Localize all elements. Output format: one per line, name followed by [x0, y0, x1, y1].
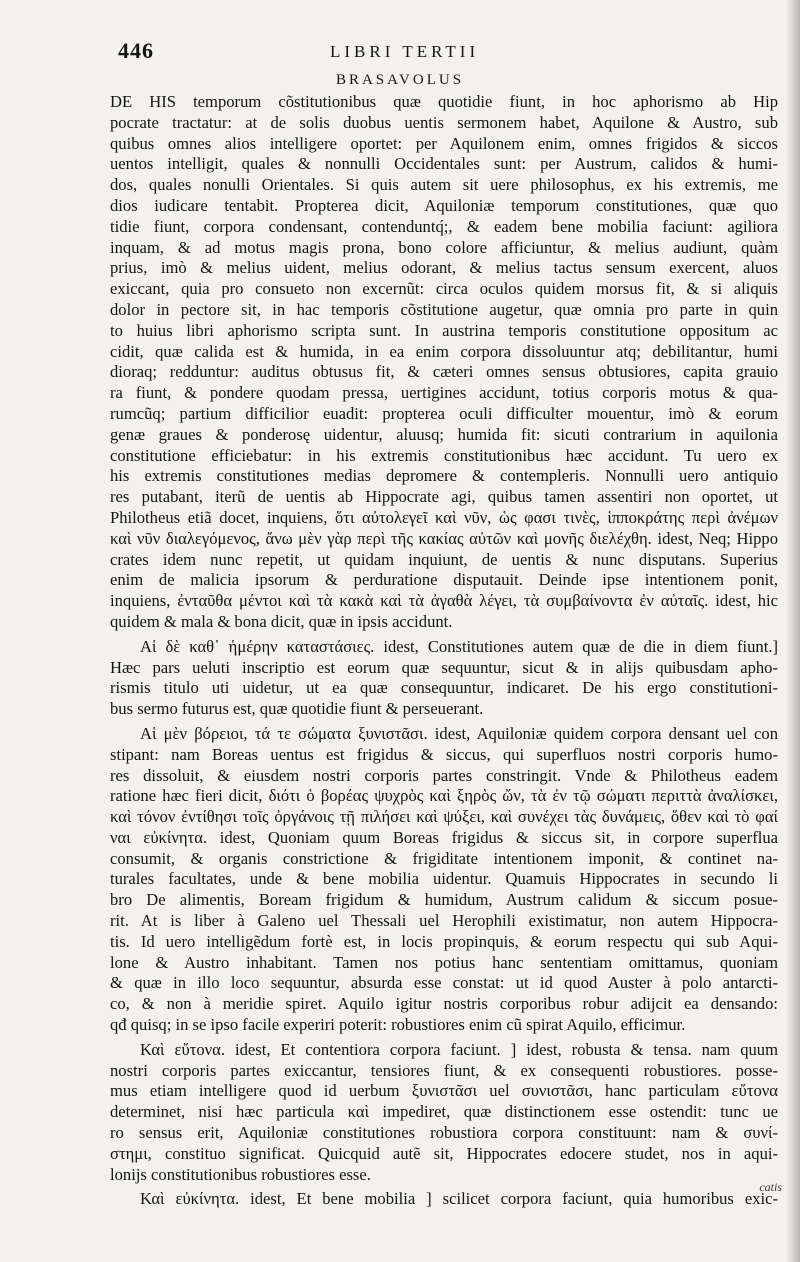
text-line: DE HIS temporum cõstitutionibus quæ quotidie fiunt, in hoc aphorismo ab Hip — [110, 92, 778, 111]
text-line: dios iudicare tentabit. Propterea dicit, Aquiloniæ temporum constitutiones, quæ quo — [110, 195, 778, 215]
text-line: ratione hæc fieri dicit, διότι ὁ βορέας ψυχρὸς καὶ ξηρὸς ὤν, τὰ ἐν τῷ σώματι περιττὰ ἀναλίσκει, — [110, 786, 778, 806]
text-line: mus etiam intelligere quod id uerbum ξυνιστᾶσι uel συνιστᾶσι, hanc particulam εὔτονα — [110, 1081, 778, 1101]
text-line: rismis titulo uti uidetur, ut ea quæ consequuntur, indicaret. De his ergo constitutioni- — [110, 678, 778, 698]
text-line: καὶ τόνον ἐντίθησι τοῖς ὀργάνοις τῇ πιλήσει καὶ ψύξει, καὶ συνέχει τὰς δυνάμεις, ὅθεν καὶ τὸ φαί — [110, 807, 778, 827]
running-title: LIBRI TERTII — [330, 42, 480, 61]
text-line: quidem & mala & bona dicit, quæ in ipsis accidunt. — [110, 611, 453, 631]
text-line: stipant: nam Boreas uentus est frigidus & siccus, qui superfluos nostri corporis humo- — [110, 744, 778, 764]
text-line: Hæc pars ueluti inscriptio est eorum quæ sequuntur, sicut & in alijs quibusdam apho- — [110, 657, 778, 677]
text-line: καὶ νῦν διαλεγόμενος, ἄνω μὲν γὰρ περὶ τῆς κακίας αὐτῶν καὶ μονῆς διελέχθη. idest, Neq; Hippo — [110, 528, 778, 548]
text-line: exiccant, quia pro consueto non excernũt: circa oculos quidem morsus fit, & si aliquis — [110, 279, 778, 299]
text-line: crates idem nunc repetit, ut quidam inquiunt, de uentis & nunc disputans. Superius — [110, 549, 778, 569]
text-line: tidie fiunt, corpora condensant, contenduntq́;, & eadem bene mobilia faciunt: agiliora — [110, 216, 778, 236]
page-number: 446 — [118, 38, 154, 63]
text-line: prius, imò & melius uident, melius odorant, & melius tactus sensum exercent, aluos — [110, 258, 778, 278]
text-line: inquiens, ἐνταῦθα μέντοι καὶ τὰ κακὰ καὶ τὰ ἀγαθὰ λέγει, τὰ συμβαίνοντα ἐν αὐταῖς. idest, hic — [110, 591, 778, 611]
text-line: his extremis constitutiones medias depromere & contempleris. Nonnulli uero antiquio — [110, 466, 778, 486]
text-line: ναι εὐκίνητα. idest, Quoniam quum Boreas frigidus & siccus sit, in corpore superflua — [110, 827, 778, 847]
text-line: ro sensus erit, Aquiloniæ constitutiones robustiora corpora constituunt: nam & συνί- — [110, 1123, 778, 1143]
text-line: rumcũq; partium difficilior euadit: propterea oculi difficulter mouentur, imò & eorum — [110, 403, 778, 423]
author-line: BRASAVOLUS — [335, 72, 465, 88]
running-head — [0, 38, 800, 68]
text-line: uentos intelligit, quales & nonnulli Occidentales sunt: per Austrum, calidos & humi- — [110, 154, 778, 174]
text-line: Καὶ εὐκίνητα. idest, Et bene mobilia ] scilicet corpora faciunt, quia humoribus exic- — [140, 1189, 778, 1209]
text-line: inquam, & ad motus magis prona, bono colore afficiuntur, & melius audiunt, quàm — [110, 237, 778, 257]
text-line: res dissoluit, & eiusdem nostri corporis partes constringit. Vnde & Philotheus eadem — [110, 765, 778, 785]
text-line: nostri corporis partes exiccantur, tensiores fiunt, & ex consequenti robustiores. posse- — [110, 1060, 778, 1080]
text-line: determinet, nisi hæc particula καὶ impediret, quæ distinctionem esse ostendit: tunc ue — [110, 1102, 778, 1122]
text-line: co, & non à meridie spiret. Aquilo igitur nostris corporibus robur adijcit ea densando: — [110, 994, 778, 1014]
text-line: turales facultates, unde & bene mobilia uidentur. Quamuis Hippocrates in secundo li — [110, 869, 778, 889]
text-line: & quæ in illo loco sequuntur, absurda esse constat: ut id quod Auster à polo antarcti- — [110, 973, 778, 993]
text-line: dioraq; redduntur: auditus obtusus fit, & cæteri omnes sensus obtusiores, capita grauio — [110, 362, 778, 382]
text-line: lonijs constitutionibus robustiores esse. — [110, 1164, 371, 1184]
text-line: cidit, quæ calida est & humida, in ea enim corpora dissoluuntur atq; debilitantur, humi — [110, 341, 778, 361]
text-line: Αἱ μὲν βόρειοι, τά τε σώματα ξυνιστᾶσι. idest, Aquiloniæ quidem corpora densant uel con — [140, 723, 778, 743]
text-line: to huius libri aphorismo scripta sunt. In austrina temporis constitutione oppositum ac — [110, 320, 778, 340]
text-line: dolor in pectore sit, in hac temporis cõstitutione augetur, quæ omnia pro parte in quin — [110, 299, 778, 319]
text-line: Philotheus etiã docet, inquiens, ὅτι αὐτολεγεῖ καὶ νῦν, ὡς φασι τινὲς, ἱπποκράτης περὶ ἀνέμων — [110, 507, 778, 527]
text-line: qđ quisq; in se ipso facile experiri poterit: robustiores enim cũ spirat Aquilo, efficimur. — [110, 1015, 686, 1035]
text-line: ra fiunt, & pondere quodam pressa, uertigines accidunt, totius corporis motus & qua- — [110, 383, 778, 403]
text-line: rit. At is liber à Galeno uel Thessali uel Herophili existimatur, non autem Hippocra- — [110, 911, 778, 931]
text-line: pocrate tractatur: at de solis duobus uentis sermonem habet, Aquilone & Austro, sub — [110, 112, 778, 132]
text-line: dos, quales nonulli Orientales. Si quis autem sit uere philosophus, ex his extremis, me — [110, 175, 778, 195]
text-line: enim de malicia ipsorum & perduratione disputauit. Deinde ipse intentionem ponit, — [110, 570, 778, 590]
text-line: tis. Id uero intelligẽdum fortè est, in locis propinquis, & eorum respectu qui sub Aqui- — [110, 931, 778, 951]
text-line: constitutione efficiebatur: in his extremis constitutionibus hæc accidunt. Tu uero ex — [110, 445, 778, 465]
text-line: genæ graues & ponderosę uidentur, aluusq; humida fit: sicuti contrarium in aquilonia — [110, 424, 778, 444]
catchword: catis — [759, 1180, 782, 1194]
text-line: res putabant, iterũ de uentis ab Hippocrate agi, quibus tamen assentiri non oportet, ut — [110, 487, 778, 507]
text-line: lone & Austro inhabitant. Tamen nos potius hanc sententiam omittamus, quoniam — [110, 952, 778, 972]
text-block — [110, 92, 778, 1242]
text-line: bus sermo futurus est, quæ quotidie fiunt & perseuerant. — [110, 699, 484, 719]
text-line: consumit, & organis constrictione & frigiditate intentionem imponit, & continet na- — [110, 848, 778, 868]
text-line: bro De alimentis, Boream frigidum & humidum, Austrum calidum & siccum posue- — [110, 890, 778, 910]
text-line: Καὶ εὔτονα. idest, Et contentiora corpora faciunt. ] idest, robusta & tensa. nam quum — [140, 1039, 778, 1059]
text-line: quibus omnes alios intelligere oportet: per Aquilonem enim, omnes frigidos & siccos — [110, 133, 778, 153]
text-line: στημι, constituo significat. Quicquid autẽ sit, Hippocrates edocere studet, nos in aqui- — [110, 1143, 778, 1163]
text-line: Αἱ δὲ καθ᾽ ἡμέρην καταστάσιες. idest, Constitutiones autem quæ de die in diem fiunt.] — [140, 636, 778, 656]
